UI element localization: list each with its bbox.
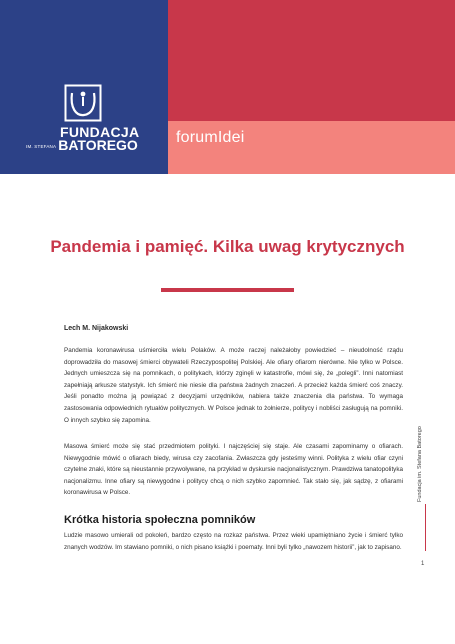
article-title: Pandemia i pamięć. Kilka uwag krytycznych: [50, 237, 405, 256]
page-number: 1: [421, 561, 425, 567]
foundation-logo-icon: [64, 84, 102, 122]
logo-name: BATOREGO: [58, 137, 138, 153]
foundation-logo: [26, 126, 156, 153]
section-heading: Krótka historia społeczna pomników: [64, 514, 256, 526]
title-underline: [161, 288, 294, 292]
section-paragraph: Ludzie masowo umierali od pokoleń, bardzo często na rozkaz państwa. Przez wieki upamiętniano życie i śmierć tylko znanych wodzów. Im stawiano pomniki, o nich pisano książki i poematy. Inni byli tylko „nawozem historii”, jak to zapisano.: [64, 532, 403, 551]
sidebar-accent-rule: [425, 504, 426, 551]
logo-line-batorego: [26, 139, 156, 153]
sidebar-foundation-label: Fundacja im. Stefana Batorego: [417, 426, 423, 502]
article-author: Lech M. Nijakowski: [64, 325, 129, 332]
logo-prefix: IM. STEFANA: [26, 143, 57, 149]
header-crimson-panel: [168, 0, 455, 121]
paragraph-2: Masowa śmierć może się stać przedmiotem polityki. I najczęściej się staje. Ale czasami zapominamy o ofiarach. Niewygodnie mówić o ofiarach biedy, wirusa czy zacofania. Zwłaszcza gdy jesteśmy winni. Polityka z wielu ofiar czyni czytelne znaki, które są nieustannie przywoływane, na przykład w dyskursie nacjonalistycznym. Prawdziwa tanatopolityka nacjonalizmu. Inne ofiary są niewygodne i politycy chcą o nich szybko zapomnieć. Tak stało się, jak sądzę, z ofiarami koronawirusa w Polsce.: [64, 443, 403, 497]
series-name: forumIdei: [176, 129, 245, 146]
logo-line-fundacja: FUNDACJA: [60, 124, 140, 140]
report-header: [0, 0, 455, 174]
paragraph-1: Pandemia koronawirusa uśmierciła wielu Polaków. A może raczej należałoby powiedzieć – nieudolność rządu doprowadziła do masowej śmierci obywateli Rzeczypospolitej Polskiej. Ale ofiary ofiarom nierówne. Nie tylko w Polsce. Jednych umieszcza się na pomnikach, o politykach, którzy zginęli w katastrofie, mówi się, że „polegli”. Inni natomiast zapełniają arkusze statystyk. Ich śmierć nie niesie dla państwa żadnych znaczeń. A przecież każda śmierć coś znaczy. Jeśli ponadto można ją powiązać z decyzjami urzędników, nabiera także znaczenia dla państwa. To wymaga zastosowania odpowiednich rytuałów politycznych. W Polsce jednak to żołnierze, politycy i nobliści zasługują na pomniki. O innych szybko się zapomina.: [64, 347, 403, 424]
